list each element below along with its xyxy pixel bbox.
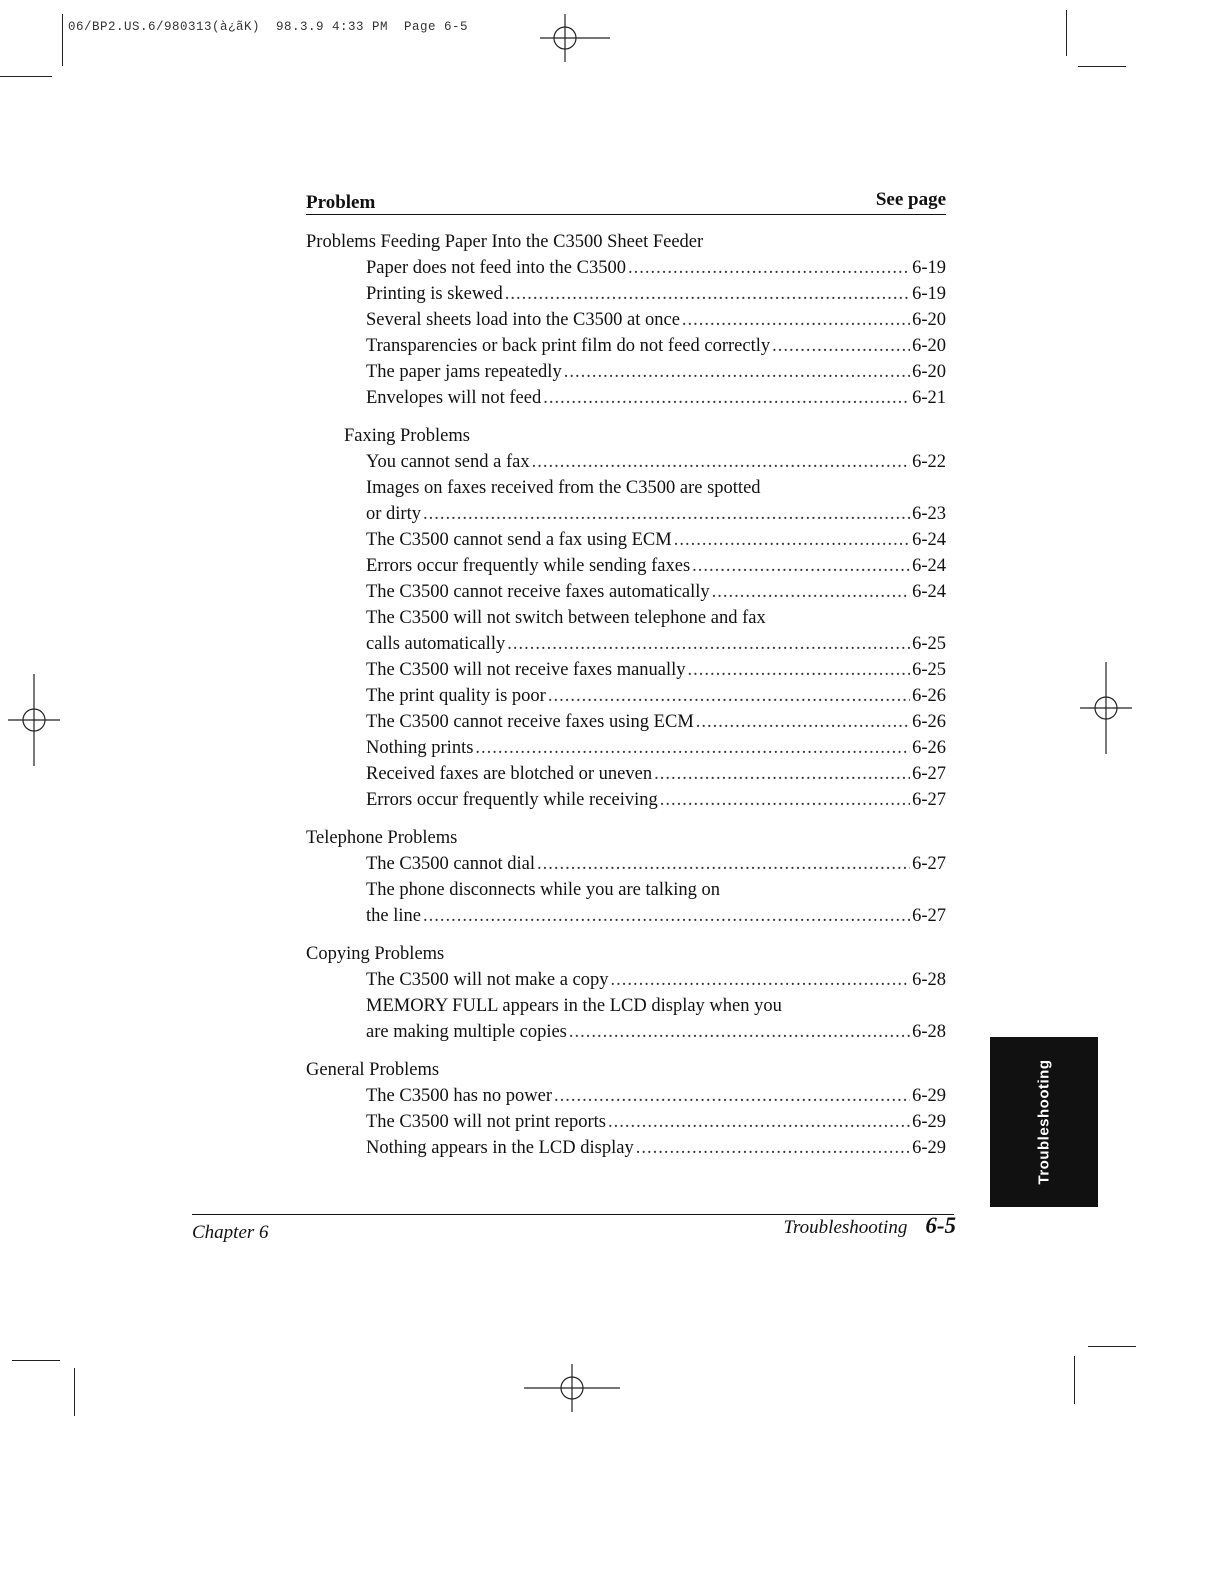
entry-row — [366, 579, 946, 605]
registration-mark-icon — [522, 1362, 622, 1414]
crop-mark — [0, 76, 52, 77]
dot-leader — [654, 761, 910, 787]
entry-text: You cannot send a fax — [366, 452, 530, 472]
entry-row — [366, 281, 946, 307]
problem-entry — [306, 605, 946, 657]
thumb-tab-label: Troubleshooting — [1035, 1059, 1053, 1185]
dot-leader — [660, 787, 910, 813]
problem-entry — [306, 307, 946, 333]
problem-section — [306, 1057, 946, 1161]
entry-row — [366, 761, 946, 787]
entry-text: The C3500 has no power — [366, 1086, 552, 1106]
dot-leader — [564, 359, 910, 385]
page-reference: 6-29 — [912, 1112, 946, 1132]
problem-section — [306, 825, 946, 929]
problem-entry — [306, 657, 946, 683]
entry-text: The C3500 will not receive faxes manually — [366, 660, 686, 680]
problem-entry — [306, 735, 946, 761]
entry-text: Several sheets load into the C3500 at once — [366, 310, 680, 330]
page-reference: 6-28 — [912, 1022, 946, 1042]
dot-leader — [554, 1083, 910, 1109]
crop-mark — [62, 14, 63, 66]
problem-section — [306, 229, 946, 411]
page-reference: 6-23 — [912, 504, 946, 524]
problem-entry — [306, 993, 946, 1045]
entry-row — [366, 501, 946, 527]
dot-leader — [682, 307, 910, 333]
problem-entry — [306, 1109, 946, 1135]
page-reference: 6-25 — [912, 634, 946, 654]
entry-text: The paper jams repeatedly — [366, 362, 562, 382]
page-reference: 6-22 — [912, 452, 946, 472]
dot-leader — [712, 579, 910, 605]
section-title: Copying Problems — [306, 944, 445, 964]
entry-row — [366, 527, 946, 553]
entry-text: Errors occur frequently while sending faxes — [366, 556, 691, 576]
entry-text: Nothing appears in the LCD display — [366, 1138, 634, 1158]
page-reference: 6-19 — [912, 284, 946, 304]
entry-text: or dirty — [366, 504, 421, 524]
page-reference: 6-24 — [912, 556, 946, 576]
dot-leader — [537, 851, 910, 877]
entry-row — [366, 967, 946, 993]
entry-text: Nothing prints — [366, 738, 474, 758]
page-reference: 6-27 — [912, 854, 946, 874]
dot-leader — [674, 527, 910, 553]
entry-row — [366, 657, 946, 683]
dot-leader — [772, 333, 910, 359]
entry-text-line: The C3500 will not switch between telephone and fax — [366, 608, 766, 628]
problem-entry — [306, 579, 946, 605]
problem-entry — [306, 1083, 946, 1109]
dot-leader — [475, 735, 910, 761]
dot-leader — [636, 1135, 910, 1161]
page-reference: 6-29 — [912, 1138, 946, 1158]
registration-mark-icon — [8, 672, 60, 768]
entry-row — [366, 1083, 946, 1109]
entry-text: Received faxes are blotched or uneven — [366, 764, 653, 784]
entry-text: The C3500 cannot send a fax using ECM — [366, 530, 672, 550]
entry-text-line: Images on faxes received from the C3500 are spotted — [366, 478, 761, 498]
subsection-title: Faxing Problems — [344, 426, 470, 446]
entry-row — [366, 683, 946, 709]
dot-leader — [569, 1019, 910, 1045]
page-reference: 6-27 — [912, 790, 946, 810]
entry-text: calls automatically — [366, 634, 506, 654]
entry-row — [366, 631, 946, 657]
entry-row — [366, 553, 946, 579]
entry-text-line: The phone disconnects while you are talking on — [366, 880, 720, 900]
entry-row — [366, 851, 946, 877]
entry-row — [366, 1019, 946, 1045]
see-page-column-header: See page — [875, 189, 946, 210]
entry-text: The print quality is poor — [366, 686, 546, 706]
registration-mark-icon — [540, 12, 612, 64]
problem-entry — [306, 475, 946, 527]
problem-entry — [306, 761, 946, 787]
problem-entry — [306, 527, 946, 553]
problem-sections — [306, 229, 946, 1161]
entry-text: The C3500 will not make a copy — [366, 970, 609, 990]
page-reference: 6-19 — [912, 258, 946, 278]
page-reference: 6-26 — [912, 738, 946, 758]
page-reference: 6-20 — [912, 336, 946, 356]
dot-leader — [611, 967, 911, 993]
dot-leader — [507, 631, 910, 657]
page-reference: 6-26 — [912, 712, 946, 732]
problem-section — [306, 941, 946, 1045]
dot-leader — [505, 281, 910, 307]
problem-entry — [306, 851, 946, 877]
section-title: Telephone Problems — [306, 828, 458, 848]
problem-entry — [306, 333, 946, 359]
dot-leader — [423, 903, 910, 929]
entry-text: Envelopes will not feed — [366, 388, 542, 408]
entry-row — [366, 735, 946, 761]
entry-row — [366, 385, 946, 411]
footer-chapter: Chapter 6 — [192, 1222, 269, 1243]
problem-entry — [306, 359, 946, 385]
entry-row — [366, 359, 946, 385]
print-slug: 06/BP2.US.6/980313(à¿ãK) 98.3.9 4:33 PM Page 6-5 — [68, 20, 469, 34]
crop-mark — [1066, 10, 1067, 56]
dot-leader — [688, 657, 911, 683]
entry-row — [366, 333, 946, 359]
page-reference: 6-26 — [912, 686, 946, 706]
entry-row — [366, 787, 946, 813]
entry-row — [366, 449, 946, 475]
dot-leader — [543, 385, 910, 411]
section-title: General Problems — [306, 1060, 440, 1080]
footer-section: Troubleshooting — [783, 1217, 908, 1238]
crop-mark — [12, 1360, 60, 1361]
entry-row — [366, 709, 946, 735]
crop-mark — [1078, 66, 1126, 67]
page-reference: 6-28 — [912, 970, 946, 990]
entry-row — [366, 1109, 946, 1135]
entry-row — [366, 307, 946, 333]
table-header — [306, 184, 946, 215]
problem-entry — [306, 877, 946, 929]
page-reference: 6-21 — [912, 388, 946, 408]
problem-column-header: Problem — [306, 192, 376, 213]
entry-text-line: MEMORY FULL appears in the LCD display when you — [366, 996, 782, 1016]
entry-text: Printing is skewed — [366, 284, 503, 304]
problem-entry — [306, 683, 946, 709]
page-reference: 6-24 — [912, 582, 946, 602]
entry-text: The C3500 will not print reports — [366, 1112, 606, 1132]
chapter-thumb-tab — [990, 1037, 1098, 1207]
problem-entry — [306, 281, 946, 307]
entry-text: The C3500 cannot dial — [366, 854, 536, 874]
entry-row — [366, 1135, 946, 1161]
problem-section — [306, 423, 946, 813]
entry-text: The C3500 cannot receive faxes automatically — [366, 582, 710, 602]
dot-leader — [692, 553, 910, 579]
entry-text: Paper does not feed into the C3500 — [366, 258, 626, 278]
entry-text: Errors occur frequently while receiving — [366, 790, 658, 810]
problem-entry — [306, 385, 946, 411]
registration-mark-icon — [1080, 660, 1132, 756]
problem-entry — [306, 967, 946, 993]
page-reference: 6-20 — [912, 362, 946, 382]
problem-entry — [306, 709, 946, 735]
dot-leader — [628, 255, 910, 281]
dot-leader — [423, 501, 910, 527]
crop-mark — [1088, 1346, 1136, 1347]
dot-leader — [608, 1109, 910, 1135]
dot-leader — [548, 683, 910, 709]
entry-text: The C3500 cannot receive faxes using ECM — [366, 712, 694, 732]
dot-leader — [532, 449, 911, 475]
troubleshooting-index — [306, 184, 946, 1173]
page-reference: 6-24 — [912, 530, 946, 550]
problem-entry — [306, 787, 946, 813]
entry-text: are making multiple copies — [366, 1022, 567, 1042]
problem-entry — [306, 553, 946, 579]
page-reference: 6-29 — [912, 1086, 946, 1106]
dot-leader — [696, 709, 910, 735]
problem-entry — [306, 1135, 946, 1161]
crop-mark — [74, 1368, 75, 1416]
page-number: 6-5 — [925, 1213, 956, 1238]
page-reference: 6-27 — [912, 906, 946, 926]
entry-row — [366, 255, 946, 281]
entry-row — [366, 903, 946, 929]
problem-entry — [306, 255, 946, 281]
page-reference: 6-25 — [912, 660, 946, 680]
page-reference: 6-20 — [912, 310, 946, 330]
section-title: Problems Feeding Paper Into the C3500 Sheet Feeder — [306, 232, 704, 252]
entry-text: Transparencies or back print film do not feed correctly — [366, 336, 771, 356]
entry-text: the line — [366, 906, 421, 926]
crop-mark — [1074, 1356, 1075, 1404]
problem-entry — [306, 449, 946, 475]
page-reference: 6-27 — [912, 764, 946, 784]
footer-right — [783, 1213, 956, 1239]
